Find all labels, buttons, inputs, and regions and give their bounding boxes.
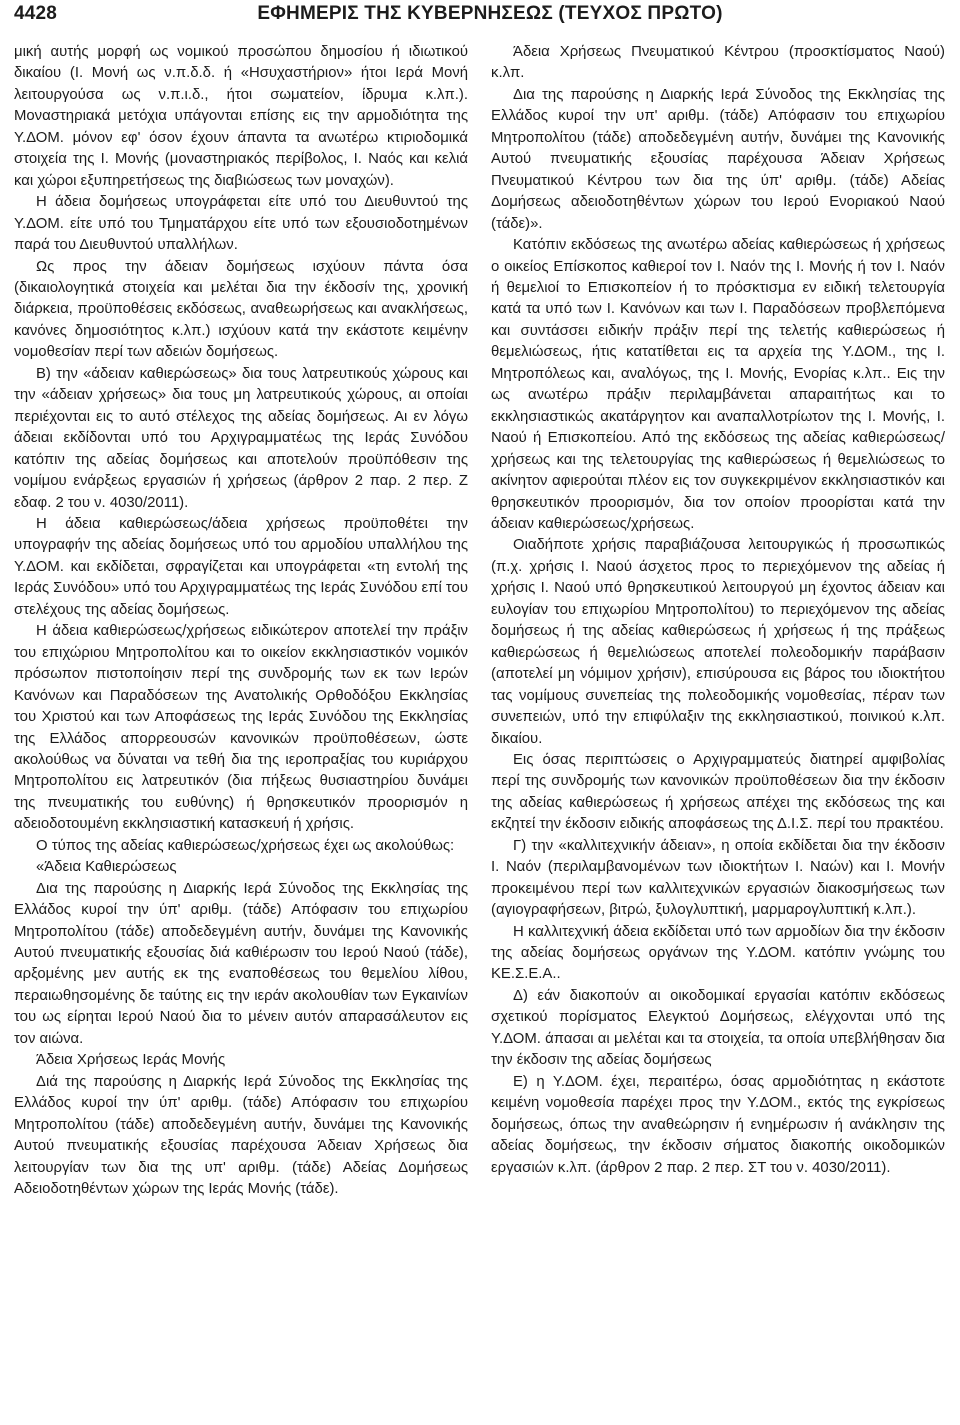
paragraph: Η καλλιτεχνική άδεια εκδίδεται υπό των αρμοδίων δια την έκδοσιν της αδείας δομήσεως οργάνων της Υ.ΔΟΜ. κατόπιν γνώμης του ΚΕ.Σ.Ε.Α.. [491,923,945,983]
right-column [491,42,945,1179]
paragraph: Δια της παρούσης η Διαρκής Ιερά Σύνοδος της Εκκλησίας της Ελλάδος κυροί την ύπ' αριθμ. (τάδε) Απόφασιν του επιχωρίου Μητροπολίτου (τάδε) αποδεδεγμένη αυτήν, δυνάμει της Κανονικής Αυτού πνευματικής εξουσίας διά καθιέρωσιν του Ιερού Ναού (τάδε), αρξομένης μεν αυτής εκ της εναποθέσεως του θεμελίου λίθου, περαιωθησομένης δε ταύτης εις την ιεράν ακολουθίαν των Εγκαινίων του ως είρηται Ιερού Ναού δια το μένειν αυτόν απαρασάλευτον εις τον αιώνα. [14,880,468,1047]
paragraph: Η άδεια δομήσεως υπογράφεται είτε υπό του Διευθυντού της Υ.ΔΟΜ. είτε υπό του Τμηματάρχου είτε υπό των εξουσιοδοτημένων παρά του Διευθυντού υπαλλήλων. [14,194,468,254]
paragraph: «Άδεια Καθιερώσεως [36,859,177,876]
left-column [14,42,468,1200]
paragraph: Η άδεια καθιερώσεως/χρήσεως ειδικώτερον αποτελεί την πράξιν του επιχώριου Μητροπολίτου και το οικείον εκκλησιαστικόν νομικόν πρόσωπον πιστοποίησιν περί της συνδρομής των εκ των Ιερών Κανόνων και Παραδόσεων της Ανατολικής Ορθοδόξου Εκκλησίας του Χριστού και των Αποφάσεως της Ιεράς Συνόδου της Εκκλησίας της Ελλάδος απορρεουσών κανονικών προϋποθέσεων, ώστε ακολούθως να δύναται να τεθή δια της ιεροπραξίας του κυριάρχου Μητροπολίτου εις λατρευτικόν (δια πήξεως θυσιαστηρίου δυνάμει της πνευματικής του ευθύνης) ή θρησκευτικόν προορισμόν η αδειοδοτουμένη εκκλησιαστική κατασκευή ή χρήσις. [14,623,468,833]
paragraph: Ε) η Υ.ΔΟΜ. έχει, περαιτέρω, όσας αρμοδιότητας η εκάστοτε κειμένη νομοθεσία παρέχει προς την Υ.ΔΟΜ., εκτός της εγκρίσεως δομήσεως, όπως την αναθεώρησιν ή ενημέρωσιν ή ανάκλησιν της αδείας δομήσεως, την έκδοσιν σήματος διακοπής οικοδομικών εργασιών κ.λπ. (άρθρον 2 παρ. 2 περ. ΣΤ του ν. 4030/2011). [491,1073,945,1176]
paragraph: Ως προς την άδειαν δομήσεως ισχύουν πάντα όσα (δικαιολογητικά στοιχεία και μελέται δια την έκδοσίν της, χρονική διάρκεια, προϋποθέσεις εκδόσεως, αναθεωρήσεως και ανακλήσεως, κανόνες δημοσιότητος κ.λπ.) ισχύουν κατά την εκάστοτε κειμένην νομοθεσίαν περί των αδειών δομήσεως. [14,258,468,361]
paragraph: Δ) εάν διακοπούν αι οικοδομικαί εργασίαι κατόπιν εκδόσεως σχετικού πορίσματος Ελεγκτού Δομήσεως, ελέγχονται υπό της Υ.ΔΟΜ. άπασαι αι μελέται και τα στοιχεία, τα οποία υπεβλήθησαν δια την έκδοσιν της αδείας δομήσεως [491,987,945,1069]
paragraph: Β) την «άδειαν καθιερώσεως» δια τους λατρευτικούς χώρους και την «άδειαν χρήσεως» δια τους μη λατρευτικούς χώρους, αι οποίαι περιέχονται εις το αυτό στέλεχος της αδείας δομήσεως. Αι εν λόγω άδειαι εκδίδονται υπό του Αρχιγραμματέως της Ιεράς Συνόδου κατόπιν της αδείας δομήσεως και αποτελούν προϋπόθεσιν της νομίμου ενάρξεως εργασιών ή χρήσεως (άρθρον 2 παρ. 2 περ. Ζ εδαφ. 2 του ν. 4030/2011). [14,365,468,511]
paragraph: Οιαδήποτε χρήσις παραβιάζουσα λειτουργικώς ή προσωπικώς (π.χ. χρήσις Ι. Ναού άσχετος προς το περιεχόμενον της αδείας ή χρήσις Ι. Ναού υπό θρησκευτικού λειτουργού μη έχοντος άδειαν και ευλογίαν του επιχωρίου Μητροπολίτου) το περιεχόμενον της αδείας δομήσεως ή της αδείας καθιερώσεως ή χρήσεως ή της πράξεως καθιερώσεως ή θεμελιώσεως αποτελεί πολεοδομικήν παράβασιν (αποτελεί μη νόμιμον χρήσιν), επισύρουσα εις βάρος του ιδιοκτήτου τας νομίμους συνεπείας της πολεοδομικής νομοθεσίας, πέραν των συνεπειών, υπό την επιφύλαξιν της εκκλησιαστικού, ποινικού κ.λπ. δικαίου. [491,537,945,747]
paragraph: Ο τύπος της αδείας καθιερώσεως/χρήσεως έχει ως ακολούθως: [36,837,455,854]
page-header [0,0,960,34]
paragraph: Γ) την «καλλιτεχνικήν άδειαν», η οποία εκδίδεται δια την έκδοσιν Ι. Ναόν (περιλαμβανομένων των ιδιοκτήτων Ι. Ναών) και Ι. Μονήν προκειμένου περί των καλλιτεχνικών εργασιών διακοσμήσεως των (αγιογραφήσεων, βιτρώ, ξυλογλυπτική, μαρμαρογλυπτική κ.λπ.). [491,837,945,919]
paragraph: Άδεια Χρήσεως Ιεράς Μονής [36,1052,226,1069]
paragraph: Κατόπιν εκδόσεως της ανωτέρω αδείας καθιερώσεως ή χρήσεως ο οικείος Επίσκοπος καθιερoί τον Ι. Ναόν της Ι. Μονής ή τον Ι. Ναόν ή θεμελιοί το Επισκοπείον ή το πρόσκτισμα εν ειδική τελετουργία κατά τα υπό των Ι. Κανόνων και των Ι. Παραδόσεων προβλεπόμενα και συντάσσει ειδικήν πράξιν περί της τελετής καθιερώσεως ή θεμελιώσεως, ήτις κατατίθεται εις τα αρχεία της Υ.ΔΟΜ., της Ι. Μητροπόλεως και, αναλόγως, της Ι. Μονής, Ενορίας κ.λπ.. Εις την ως ανωτέρω πράξιν περιλαμβάνεται απαραιτήτως και το εκκλησιαστικώς ακατάργητον και αναπαλλοτρίωτον της Ι. Μονής, Ι. Ναού ή Επισκοπείου. Από της εκδόσεως της αδείας καθιερώσεως/χρήσεως και της τελετουργίας της καθιερώσεως ή θεμελιώσεως το ακίνητον αφιερούται πλέον εις τον συγκεκριμένον εκκλησιαστικόν και θρησκευτικόν προορισμόν, δια τον οποίον προορίσται κατά την άδειαν καθιερώσεως/χρήσεως. [491,237,945,532]
journal-title: ΕΦΗΜΕΡΙΣ ΤΗΣ ΚΥΒΕΡΝΗΣΕΩΣ (ΤΕΥΧΟΣ ΠΡΩΤΟ) [257,3,723,24]
paragraph: Δια της παρούσης η Διαρκής Ιερά Σύνοδος της Εκκλησίας της Ελλάδος κυροί την υπ' αριθμ. (τάδε) Απόφασιν του επιχωρίου Μητροπολίτου (τάδε) αποδεδεγμένη αυτήν, δυνάμει της Κανονικής Αυτού πνευματικής εξουσίας παρέχουσα Άδειαν Χρήσεως Πνευματικού Κέντρου των δια της ύπ' αριθμ. (τάδε) Αδείας Δομήσεως αδειοδοτηθέντων χώρων του Ιερού Ενοριακού Ναού (τάδε)». [491,86,945,232]
paragraph: Άδεια Χρήσεως Πνευματικού Κέντρου (προσκτίσματος Ναού) κ.λπ. [491,44,945,82]
paragraph: μική αυτής μορφή ως νομικού προσώπου δημοσίου ή ιδιωτικού δικαίου (Ι. Μονή ως ν.π.δ.δ. ή «Ησυχαστήριον» ήτοι Ιερά Μονή λειτουργούσα ως ν.π.ι.δ., ήτοι σωματείον, ίδρυμα κ.λπ.). Μοναστηριακά μετόχια υπάγονται επίσης εις την αρμοδιότητα της Υ.ΔΟΜ. μόνον εφ' όσον έχουν άπαντα τα ανωτέρω κτιριοδομικά στοιχεία της Ι. Μονής (μοναστηριακός περίβολος, Ι. Ναός και κελιά και χώροι εξυπηρετήσεως της διαβιώσεως των μοναχών). [14,44,468,189]
paragraph: Εις όσας περιπτώσεις ο Αρχιγραμματεύς διατηρεί αμφιβολίας περί της συνδρομής των κανονικών προϋποθέσεων δια την έκδοσιν της αδείας καθιερώσεως ή χρήσεως απέχει της εκδόσεως της και εκζητεί την έκδοσιν ειδικής αποφάσεως της Δ.Ι.Σ. περί του πρακτέου. [491,751,945,833]
paragraph: Διά της παρούσης η Διαρκής Ιερά Σύνοδος της Εκκλησίας της Ελλάδος κυροί την ύπ' αριθμ. (τάδε) Απόφασιν του επιχωρίου Μητροπολίτου (τάδε) αποδεδεγμένη αυτήν, δυνάμει της Κανονικής Αυτού πνευματικής εξουσίας παρέχουσα Άδειαν Χρήσεως δια λειτουργίαν των δια της υπ' αριθμ. (τάδε) Αδείας Δομήσεως Αδειοδοτηθέντων χώρων της Ιεράς Μονής (τάδε). [14,1073,468,1198]
paragraph: Η άδεια καθιερώσεως/άδεια χρήσεως προϋποθέτει την υπογραφήν της αδείας δομήσεως υπό του αρμοδίου υπαλλήλου της Υ.ΔΟΜ. και εκδίδεται, σφραγίζεται και υπογράφεται «τη εντολή της Ιεράς Συνόδου» υπό του Αρχιγραμματέως της Ιεράς Συνόδου επί του στελέχους της αδείας δομήσεως. [14,515,468,618]
page-number: 4428 [14,3,58,24]
